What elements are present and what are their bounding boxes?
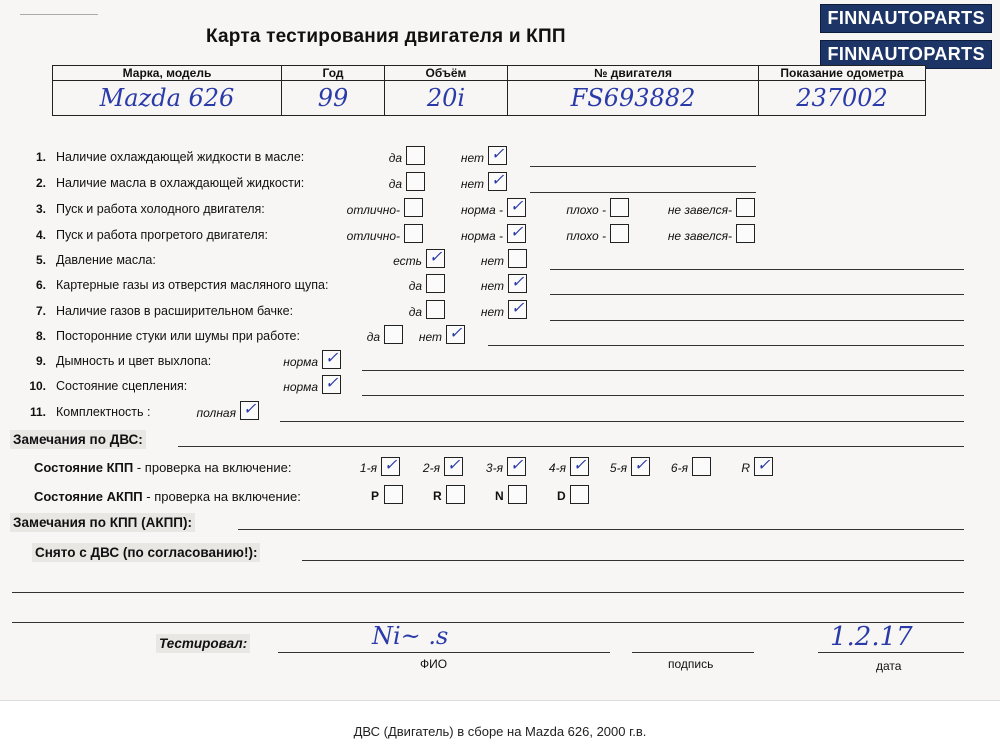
check-mark: ✓ (510, 196, 524, 215)
akpp-gear-checkbox[interactable] (446, 485, 465, 504)
fio-line (278, 652, 610, 653)
option-label: отлично- (346, 229, 400, 243)
check-number: 3. (35, 202, 46, 216)
option-label: плохо - (566, 203, 606, 217)
akpp-gear-label: P (371, 489, 380, 503)
check-number: 6. (35, 278, 46, 292)
notes-line (530, 192, 756, 193)
sign-caption: подпись (668, 657, 714, 671)
check-number: 10. (29, 379, 46, 393)
removed-line-1 (302, 560, 964, 561)
akpp-gear-label: D (557, 489, 566, 503)
check-number: 8. (35, 329, 46, 343)
option-label: да (388, 151, 402, 165)
check-label: Посторонние стуки или шумы при работе: (56, 329, 300, 343)
checkbox[interactable] (426, 274, 445, 293)
option-label: отлично- (346, 203, 400, 217)
check-mark: ✓ (634, 455, 648, 474)
checkbox[interactable] (240, 401, 259, 420)
checkbox[interactable] (508, 249, 527, 268)
option-label: есть (393, 254, 422, 268)
option-label: нет (480, 305, 504, 319)
tested-by-label: Тестировал: (156, 634, 250, 653)
option-label: нет (460, 177, 484, 191)
check-mark: ✓ (510, 222, 524, 241)
option-label: норма - (460, 203, 503, 217)
removed-line-2 (12, 592, 964, 593)
option-label: не завелся- (667, 229, 732, 243)
vehicle-info-table (52, 65, 926, 116)
check-mark: ✓ (429, 247, 443, 266)
checkbox[interactable] (322, 350, 341, 369)
checkbox[interactable] (507, 224, 526, 243)
check-mark: ✓ (511, 272, 525, 291)
check-number: 5. (35, 253, 46, 267)
check-mark: ✓ (491, 170, 505, 189)
top-rule (20, 14, 98, 15)
option-label: да (408, 305, 422, 319)
checkbox[interactable] (610, 198, 629, 217)
check-label: Комплектность : (56, 405, 151, 419)
notes-line (550, 269, 964, 270)
akpp-gear-checkbox[interactable] (508, 485, 527, 504)
check-number: 7. (35, 304, 46, 318)
checkbox[interactable] (508, 274, 527, 293)
option-label: да (388, 177, 402, 191)
checkbox[interactable] (426, 249, 445, 268)
check-label: Наличие охлаждающей жидкости в масле: (56, 150, 305, 164)
checkbox[interactable] (610, 224, 629, 243)
check-mark: ✓ (325, 348, 339, 367)
col-volume: Объём (385, 66, 508, 81)
check-mark: ✓ (243, 399, 257, 418)
gear-checkbox[interactable] (692, 457, 711, 476)
fio-handwritten: Ni~ .s (372, 622, 449, 650)
option-label: плохо - (566, 229, 606, 243)
value-make-model: Mazda 626 (53, 81, 282, 116)
gear-label: 4-я (548, 461, 566, 475)
check-number: 11. (29, 405, 46, 419)
checkbox[interactable] (404, 198, 423, 217)
fio-caption: ФИО (420, 657, 448, 671)
option-label: да (408, 279, 422, 293)
notes-line (550, 320, 964, 321)
checkbox[interactable] (736, 224, 755, 243)
option-label: да (366, 330, 380, 344)
col-make-model: Марка, модель (53, 66, 282, 81)
check-mark: ✓ (511, 298, 525, 317)
checkbox[interactable] (507, 198, 526, 217)
option-label: нет (418, 330, 442, 344)
option-label: нет (480, 254, 504, 268)
akpp-row-label: Состояние АКПП - проверка на включение: (34, 489, 301, 504)
check-mark: ✓ (384, 455, 398, 474)
gear-checkbox[interactable] (444, 457, 463, 476)
check-mark: ✓ (573, 455, 587, 474)
value-engine-number: FS693882 (508, 81, 759, 116)
akpp-gear-label: R (433, 489, 442, 503)
checkbox[interactable] (488, 172, 507, 191)
check-mark: ✓ (491, 144, 505, 163)
check-label: Дымность и цвет выхлопа: (56, 354, 212, 368)
option-label: норма (283, 355, 318, 369)
check-label: Пуск и работа холодного двигателя: (56, 202, 265, 216)
col-engine-number: № двигателя (508, 66, 759, 81)
option-label: норма - (460, 229, 503, 243)
gear-label: 5-я (609, 461, 627, 475)
col-year: Год (282, 66, 385, 81)
date-handwritten: 1.2.17 (830, 622, 913, 652)
gear-checkbox[interactable] (507, 457, 526, 476)
option-label: нет (480, 279, 504, 293)
checkbox[interactable] (426, 300, 445, 319)
check-mark: ✓ (447, 455, 461, 474)
gear-label: 2-я (422, 461, 440, 475)
checkbox[interactable] (446, 325, 465, 344)
engine-remarks-line (178, 446, 964, 447)
notes-line (280, 421, 964, 422)
check-number: 9. (35, 354, 46, 368)
gearbox-remarks-label: Замечания по КПП (АКПП): (10, 513, 195, 532)
gear-checkbox[interactable] (381, 457, 400, 476)
col-odometer: Показание одометра (759, 66, 926, 81)
check-mark: ✓ (449, 323, 463, 342)
kpp-row-label: Состояние КПП - проверка на включение: (34, 460, 292, 475)
akpp-gear-checkbox[interactable] (384, 485, 403, 504)
checkbox[interactable] (404, 224, 423, 243)
gear-label: 1-я (359, 461, 377, 475)
akpp-gear-label: N (495, 489, 504, 503)
checkbox[interactable] (322, 375, 341, 394)
watermark-1: FINNAUTOPARTS (820, 4, 992, 33)
check-label: Картерные газы из отверстия масляного щупа: (56, 278, 329, 292)
notes-line (362, 370, 964, 371)
notes-line (530, 166, 756, 167)
image-caption: ДВС (Двигатель) в сборе на Mazda 626, 2000 г.в. (353, 724, 647, 739)
checkbox[interactable] (406, 146, 425, 165)
gear-label: 3-я (485, 461, 503, 475)
option-label: полная (196, 406, 236, 420)
value-volume: 20i (385, 81, 508, 116)
card-title: Карта тестирования двигателя и КПП (206, 26, 566, 47)
akpp-gear-checkbox[interactable] (570, 485, 589, 504)
gearbox-remarks-line (238, 529, 964, 530)
value-odometer: 237002 (759, 81, 926, 116)
check-mark: ✓ (325, 373, 339, 392)
check-label: Состояние сцепления: (56, 379, 188, 393)
check-number: 1. (35, 150, 46, 164)
check-number: 4. (35, 228, 46, 242)
option-label: нет (460, 151, 484, 165)
check-label: Наличие масла в охлаждающей жидкости: (56, 176, 305, 190)
gear-checkbox[interactable] (631, 457, 650, 476)
check-number: 2. (35, 176, 46, 190)
notes-line (550, 294, 964, 295)
date-line (818, 652, 964, 653)
option-label: норма (283, 380, 318, 394)
date-caption: дата (876, 659, 902, 673)
watermark-2: FINNAUTOPARTS (820, 40, 992, 69)
notes-line (362, 395, 964, 396)
notes-line (488, 345, 964, 346)
removed-line-3 (12, 622, 964, 623)
sign-line (632, 652, 754, 653)
checkbox[interactable] (488, 146, 507, 165)
check-mark: ✓ (510, 455, 524, 474)
checkbox[interactable] (508, 300, 527, 319)
check-label: Пуск и работа прогретого двигателя: (56, 228, 268, 242)
removed-label: Снято с ДВС (по согласованию!): (32, 543, 260, 562)
gear-checkbox[interactable] (570, 457, 589, 476)
checkbox[interactable] (384, 325, 403, 344)
check-label: Давление масла: (56, 253, 156, 267)
checkbox[interactable] (406, 172, 425, 191)
gear-checkbox[interactable] (754, 457, 773, 476)
gear-label: 6-я (670, 461, 688, 475)
option-label: не завелся- (667, 203, 732, 217)
engine-remarks-label: Замечания по ДВС: (10, 430, 146, 449)
gear-label: R (741, 461, 750, 475)
value-year: 99 (282, 81, 385, 116)
check-label: Наличие газов в расширительном бачке: (56, 304, 294, 318)
checkbox[interactable] (736, 198, 755, 217)
check-mark: ✓ (757, 455, 771, 474)
